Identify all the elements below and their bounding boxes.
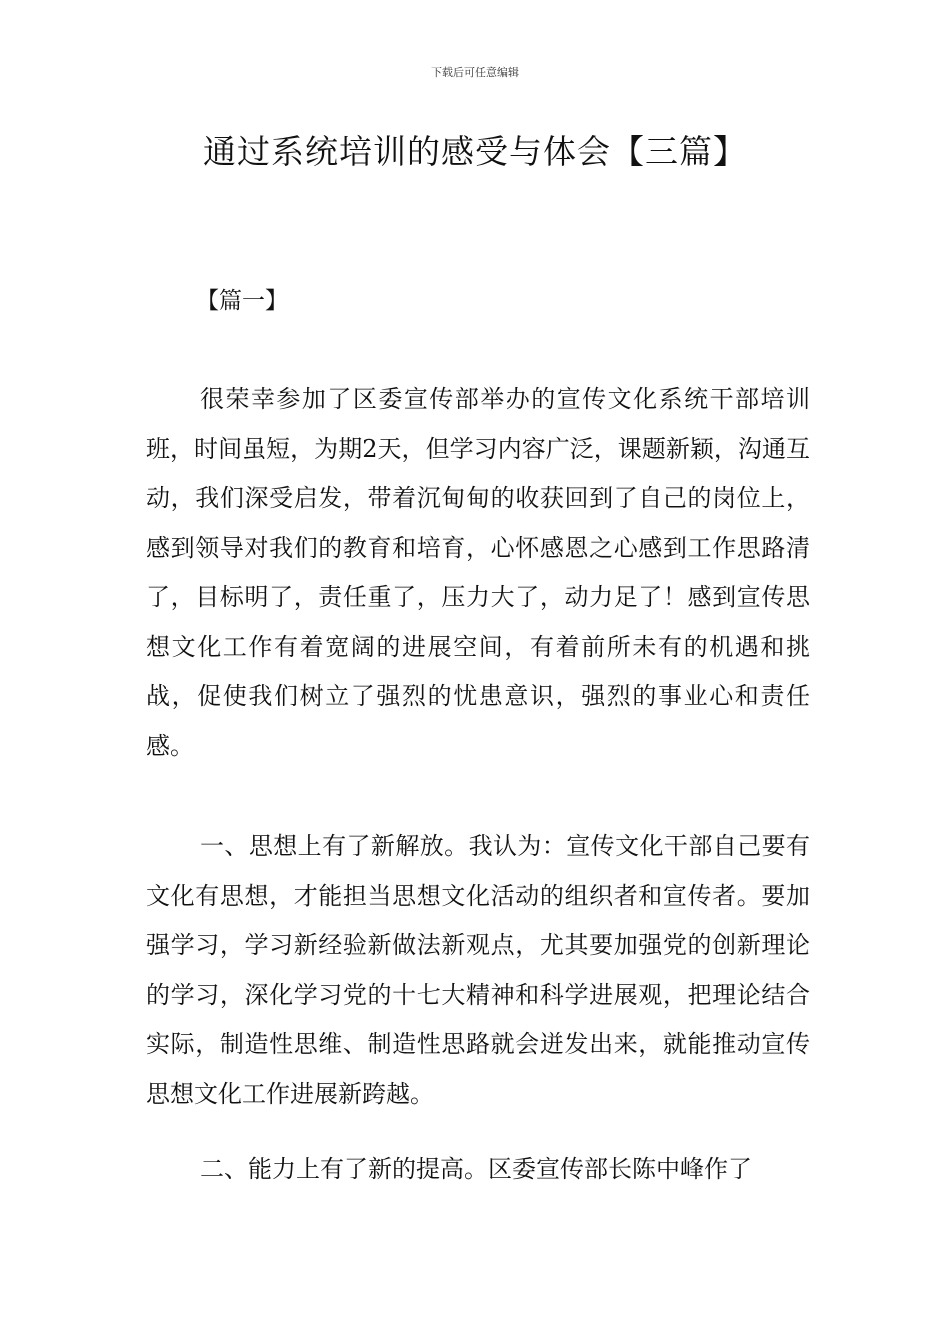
body-paragraph: 很荣幸参加了区委宣传部举办的宣传文化系统干部培训班，时间虽短，为期2天，但学习内容广泛，课题新颖，沟通互动，我们深受启发，带着沉甸甸的收获回到了自己的岗位上，感到领导对我们的教育和培育，心怀感恩之心感到工作思路清了，目标明了，责任重了，压力大了，动力足了！感到宣传思想文化工作有着宽阔的进展空间，有着前所未有的机遇和挑战，促使我们树立了强烈的忧患意识，强烈的事业心和责任感。 [146, 385, 810, 760]
body-paragraph: 一、思想上有了新解放。我认为：宣传文化干部自己要有文化有思想，才能担当思想文化活动的组织者和宣传者。要加强学习，学习新经验新做法新观点，尤其要加强党的创新理论的学习，深化学习党的十七大精神和科学进展观，把理论结合实际，制造性思维、制造性思路就会迸发出来，就能推动宣传思想文化工作进展新跨越。 [146, 832, 810, 1108]
section-label: 【篇一】 [196, 288, 288, 314]
body-paragraph: 二、能力上有了新的提高。区委宣传部长陈中峰作了 [200, 1155, 752, 1183]
header-note: 下载后可任意编辑 [431, 66, 519, 79]
document-title: 通过系统培训的感受与体会【三篇】 [203, 132, 747, 171]
